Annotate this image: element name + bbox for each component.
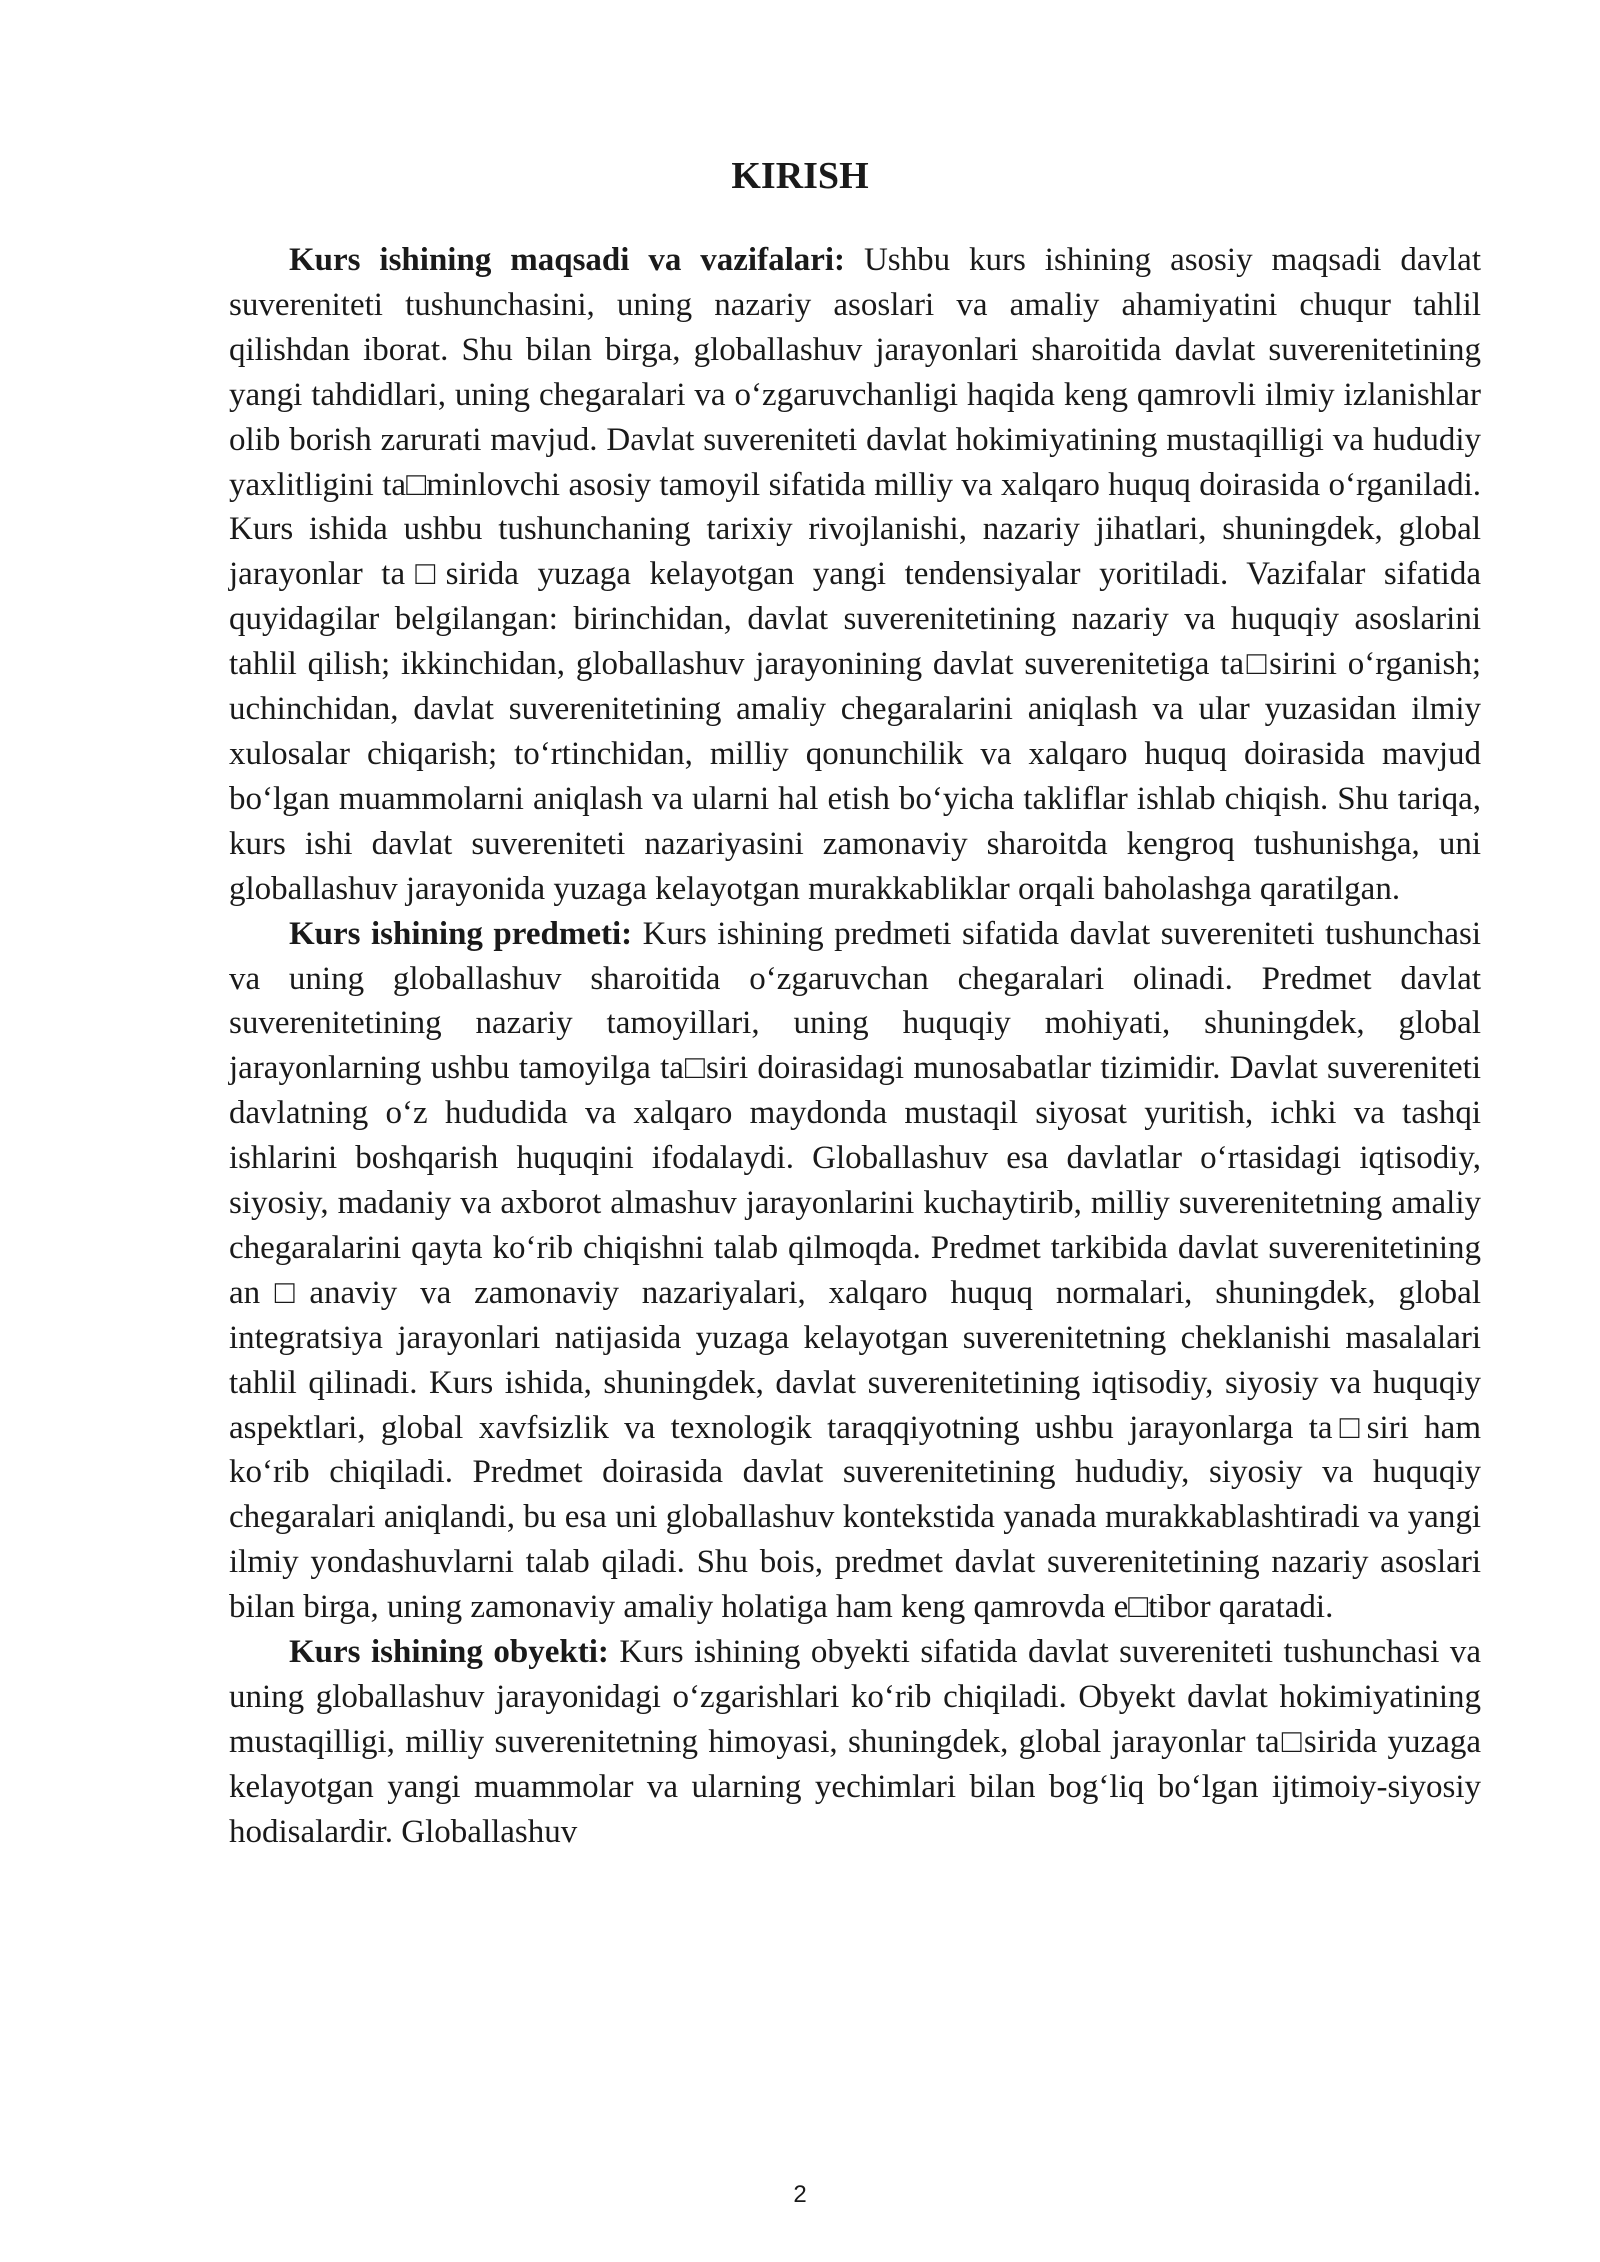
paragraph-lead-subject: Kurs ishining predmeti: (289, 915, 633, 952)
paragraph-lead-purpose: Kurs ishining maqsadi va vazifalari: (289, 242, 846, 278)
paragraph-purpose-and-tasks (229, 238, 1481, 912)
paragraph-subject (229, 912, 1481, 1631)
paragraph-object (229, 1630, 1481, 1855)
paragraph-text-purpose: Ushbu kurs ishining asosiy maqsadi davlat suvereniteti tushunchasini, uning nazariy asoslari va amaliy ahamiyatini chuqur tahlil qilishdan iborat. Shu bilan birga, globallashuv jarayonlari sharoitida davlat suverenitetining yangi tahdidlari, uning chegaralari va o‘zgaruvchanligi haqida keng qamrovli ilmiy izlanishlar olib borish zarurati mavjud. Davlat suvereniteti davlat hokimiyatining mustaqilligi va hududiy yaxlitligini ta□minlovchi asosiy tamoyil sifatida milliy va xalqaro huquq doirasida o‘rganiladi. Kurs ishida ushbu tushunchaning tarixiy rivojlanishi, nazariy jihatlari, shuningdek, global jarayonlar ta□sirida yuzaga kelayotgan yangi tendensiyalar yoritiladi. Vazifalar sifatida quyidagilar belgilangan: birinchidan, davlat suverenitetining nazariy va huquqiy asoslarini tahlil qilish; ikkinchidan, globallashuv jarayonining davlat suverenitetiga ta□sirini o‘rganish; uchinchidan, davlat suverenitetining amaliy chegaralarini aniqlash va ular yuzasidan ilmiy xulosalar chiqarish; to‘rtinchidan, milliy qonunchilik va xalqaro huquq doirasida mavjud bo‘lgan muammolarni aniqlash va ularni hal etish bo‘yicha takliflar ishlab chiqish. Shu tariqa, kurs ishi davlat suvereniteti nazariyasini zamonaviy sharoitda kengroq tushunishga, uni globallashuv jarayonida yuzaga kelayotgan murakkabliklar orqali baholashga qaratilgan. (229, 242, 1481, 907)
paragraph-text-object: Kurs ishining obyekti sifatida davlat suvereniteti tushunchasi va uning globallashuv jarayonidagi o‘zgarishlari ko‘rib chiqiladi. Obyekt davlat hokimiyatining mustaqilligi, milliy suverenitetning himoyasi, shuningdek, global jarayonlar ta□sirida yuzaga kelayotgan yangi muammolar va ularning yechimlari bilan bog‘liq bo‘lgan ijtimoiy-siyosiy hodisalardir. Globallashuv (229, 1634, 1481, 1850)
paragraph-text-subject: Kurs ishining predmeti sifatida davlat suvereniteti tushunchasi va uning globallashuv sharoitida o‘zgaruvchan chegaralari olinadi. Predmet davlat suverenitetining nazariy tamoyillari, uning huquqiy mohiyati, shuningdek, global jarayonlarning ushbu tamoyilga ta□siri doirasidagi munosabatlar tizimidir. Davlat suvereniteti davlatning o‘z hududida va xalqaro maydonda mustaqil siyosat yuritish, ichki va tashqi ishlarini boshqarish huquqini ifodalaydi. Globallashuv esa davlatlar o‘rtasidagi iqtisodiy, siyosiy, madaniy va axborot almashuv jarayonlarini kuchaytirib, milliy suverenitetning amaliy chegaralarini qayta ko‘rib chiqishni talab qilmoqda. Predmet tarkibida davlat suverenitetining an□anaviy va zamonaviy nazariyalari, xalqaro huquq normalari, shuningdek, global integratsiya jarayonlari natijasida yuzaga kelayotgan suverenitetning cheklanishi masalalari tahlil qilinadi. Kurs ishida, shuningdek, davlat suverenitetining iqtisodiy, siyosiy va huquqiy aspektlari, global xavfsizlik va texnologik taraqqiyotning ushbu jarayonlarga ta□siri ham ko‘rib chiqiladi. Predmet doirasida davlat suverenitetining hududiy, siyosiy va huquqiy chegaralari aniqlandi, bu esa uni globallashuv kontekstida yanada murakkablashtiradi va yangi ilmiy yondashuvlarni talab qiladi. Shu bois, predmet davlat suverenitetining nazariy asoslari bilan birga, uning zamonaviy amaliy holatiga ham keng qamrovda e□tibor qaratadi. (229, 915, 1481, 1626)
page-number: 2 (793, 2181, 807, 2208)
body-text (229, 238, 1481, 1855)
page-title: KIRISH (731, 155, 869, 197)
paragraph-lead-object: Kurs ishining obyekti: (289, 1634, 609, 1671)
